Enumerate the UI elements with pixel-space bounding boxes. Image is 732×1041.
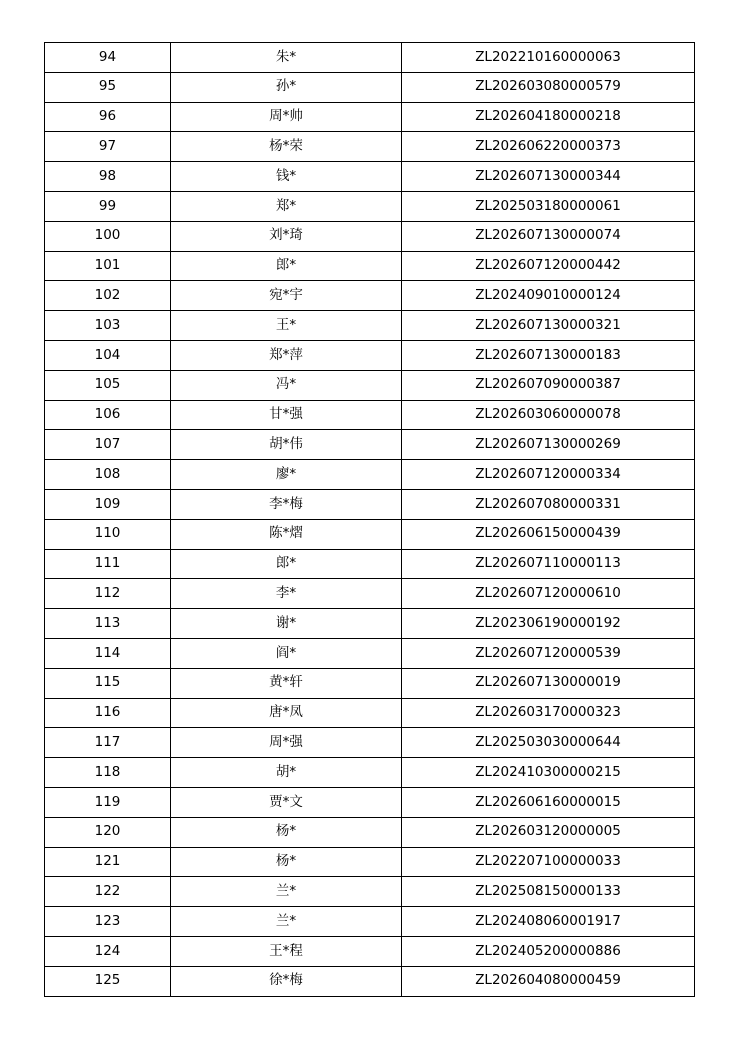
record-code-cell: ZL202210160000063 [402, 43, 695, 73]
record-code-cell: ZL202408060001917 [402, 907, 695, 937]
table-row [45, 43, 695, 73]
table-row [45, 430, 695, 460]
record-code-cell: ZL202207100000033 [402, 847, 695, 877]
row-number-cell: 96 [45, 102, 171, 132]
row-number-cell: 122 [45, 877, 171, 907]
record-code-cell: ZL202603170000323 [402, 698, 695, 728]
table-row [45, 936, 695, 966]
record-code-cell: ZL202508150000133 [402, 877, 695, 907]
records-table [44, 42, 695, 997]
name-cell: 甘*强 [171, 400, 402, 430]
row-number-cell: 105 [45, 370, 171, 400]
record-code-cell: ZL202603120000005 [402, 817, 695, 847]
row-number-cell: 117 [45, 728, 171, 758]
row-number-cell: 125 [45, 966, 171, 996]
name-cell: 王* [171, 311, 402, 341]
record-code-cell: ZL202603060000078 [402, 400, 695, 430]
table-row [45, 609, 695, 639]
name-cell: 宛*宇 [171, 281, 402, 311]
record-code-cell: ZL202607130000269 [402, 430, 695, 460]
name-cell: 谢* [171, 609, 402, 639]
record-code-cell: ZL202607130000344 [402, 162, 695, 192]
name-cell: 徐*梅 [171, 966, 402, 996]
table-row [45, 728, 695, 758]
name-cell: 李* [171, 579, 402, 609]
table-row [45, 966, 695, 996]
row-number-cell: 113 [45, 609, 171, 639]
name-cell: 胡*伟 [171, 430, 402, 460]
row-number-cell: 101 [45, 251, 171, 281]
row-number-cell: 120 [45, 817, 171, 847]
name-cell: 杨*荣 [171, 132, 402, 162]
record-code-cell: ZL202607080000331 [402, 489, 695, 519]
row-number-cell: 123 [45, 907, 171, 937]
row-number-cell: 115 [45, 668, 171, 698]
table-row [45, 817, 695, 847]
name-cell: 刘*琦 [171, 221, 402, 251]
name-cell: 陈*熠 [171, 519, 402, 549]
table-row [45, 281, 695, 311]
table-row [45, 668, 695, 698]
table-row [45, 847, 695, 877]
record-code-cell: ZL202606160000015 [402, 787, 695, 817]
table-row [45, 549, 695, 579]
record-code-cell: ZL202607130000019 [402, 668, 695, 698]
row-number-cell: 100 [45, 221, 171, 251]
record-code-cell: ZL202607090000387 [402, 370, 695, 400]
name-cell: 唐*凤 [171, 698, 402, 728]
row-number-cell: 104 [45, 340, 171, 370]
record-code-cell: ZL202607120000334 [402, 460, 695, 490]
name-cell: 胡* [171, 758, 402, 788]
row-number-cell: 119 [45, 787, 171, 817]
row-number-cell: 102 [45, 281, 171, 311]
record-code-cell: ZL202604080000459 [402, 966, 695, 996]
table-row [45, 340, 695, 370]
table-row [45, 698, 695, 728]
record-code-cell: ZL202306190000192 [402, 609, 695, 639]
record-code-cell: ZL202410300000215 [402, 758, 695, 788]
table-row [45, 162, 695, 192]
name-cell: 杨* [171, 847, 402, 877]
table-row [45, 251, 695, 281]
record-code-cell: ZL202607110000113 [402, 549, 695, 579]
record-code-cell: ZL202607130000183 [402, 340, 695, 370]
name-cell: 郑* [171, 191, 402, 221]
table-row [45, 311, 695, 341]
row-number-cell: 118 [45, 758, 171, 788]
table-row [45, 489, 695, 519]
name-cell: 郎* [171, 251, 402, 281]
name-cell: 周*强 [171, 728, 402, 758]
name-cell: 兰* [171, 877, 402, 907]
row-number-cell: 116 [45, 698, 171, 728]
table-row [45, 102, 695, 132]
row-number-cell: 97 [45, 132, 171, 162]
name-cell: 黄*轩 [171, 668, 402, 698]
row-number-cell: 106 [45, 400, 171, 430]
record-code-cell: ZL202604180000218 [402, 102, 695, 132]
table-row [45, 877, 695, 907]
table-row [45, 907, 695, 937]
table-row [45, 579, 695, 609]
row-number-cell: 107 [45, 430, 171, 460]
row-number-cell: 98 [45, 162, 171, 192]
record-code-cell: ZL202606150000439 [402, 519, 695, 549]
name-cell: 李*梅 [171, 489, 402, 519]
row-number-cell: 108 [45, 460, 171, 490]
record-code-cell: ZL202607120000610 [402, 579, 695, 609]
record-code-cell: ZL202503180000061 [402, 191, 695, 221]
table-row [45, 221, 695, 251]
name-cell: 廖* [171, 460, 402, 490]
record-code-cell: ZL202607120000539 [402, 638, 695, 668]
name-cell: 朱* [171, 43, 402, 73]
table-row [45, 460, 695, 490]
table-row [45, 519, 695, 549]
table-row [45, 132, 695, 162]
row-number-cell: 110 [45, 519, 171, 549]
name-cell: 杨* [171, 817, 402, 847]
record-code-cell: ZL202607130000074 [402, 221, 695, 251]
row-number-cell: 109 [45, 489, 171, 519]
table-row [45, 191, 695, 221]
record-code-cell: ZL202503030000644 [402, 728, 695, 758]
row-number-cell: 95 [45, 72, 171, 102]
name-cell: 钱* [171, 162, 402, 192]
table-row [45, 787, 695, 817]
table-row [45, 400, 695, 430]
record-code-cell: ZL202603080000579 [402, 72, 695, 102]
name-cell: 贾*文 [171, 787, 402, 817]
row-number-cell: 99 [45, 191, 171, 221]
table-row [45, 72, 695, 102]
table-row [45, 638, 695, 668]
row-number-cell: 124 [45, 936, 171, 966]
record-code-cell: ZL202607130000321 [402, 311, 695, 341]
row-number-cell: 103 [45, 311, 171, 341]
name-cell: 郎* [171, 549, 402, 579]
table-row [45, 758, 695, 788]
table-row [45, 370, 695, 400]
row-number-cell: 121 [45, 847, 171, 877]
name-cell: 周*帅 [171, 102, 402, 132]
name-cell: 阎* [171, 638, 402, 668]
record-code-cell: ZL202607120000442 [402, 251, 695, 281]
name-cell: 兰* [171, 907, 402, 937]
name-cell: 郑*萍 [171, 340, 402, 370]
row-number-cell: 112 [45, 579, 171, 609]
record-code-cell: ZL202606220000373 [402, 132, 695, 162]
records-table-body [45, 43, 695, 997]
name-cell: 王*程 [171, 936, 402, 966]
record-code-cell: ZL202405200000886 [402, 936, 695, 966]
row-number-cell: 114 [45, 638, 171, 668]
row-number-cell: 111 [45, 549, 171, 579]
name-cell: 冯* [171, 370, 402, 400]
record-code-cell: ZL202409010000124 [402, 281, 695, 311]
row-number-cell: 94 [45, 43, 171, 73]
name-cell: 孙* [171, 72, 402, 102]
